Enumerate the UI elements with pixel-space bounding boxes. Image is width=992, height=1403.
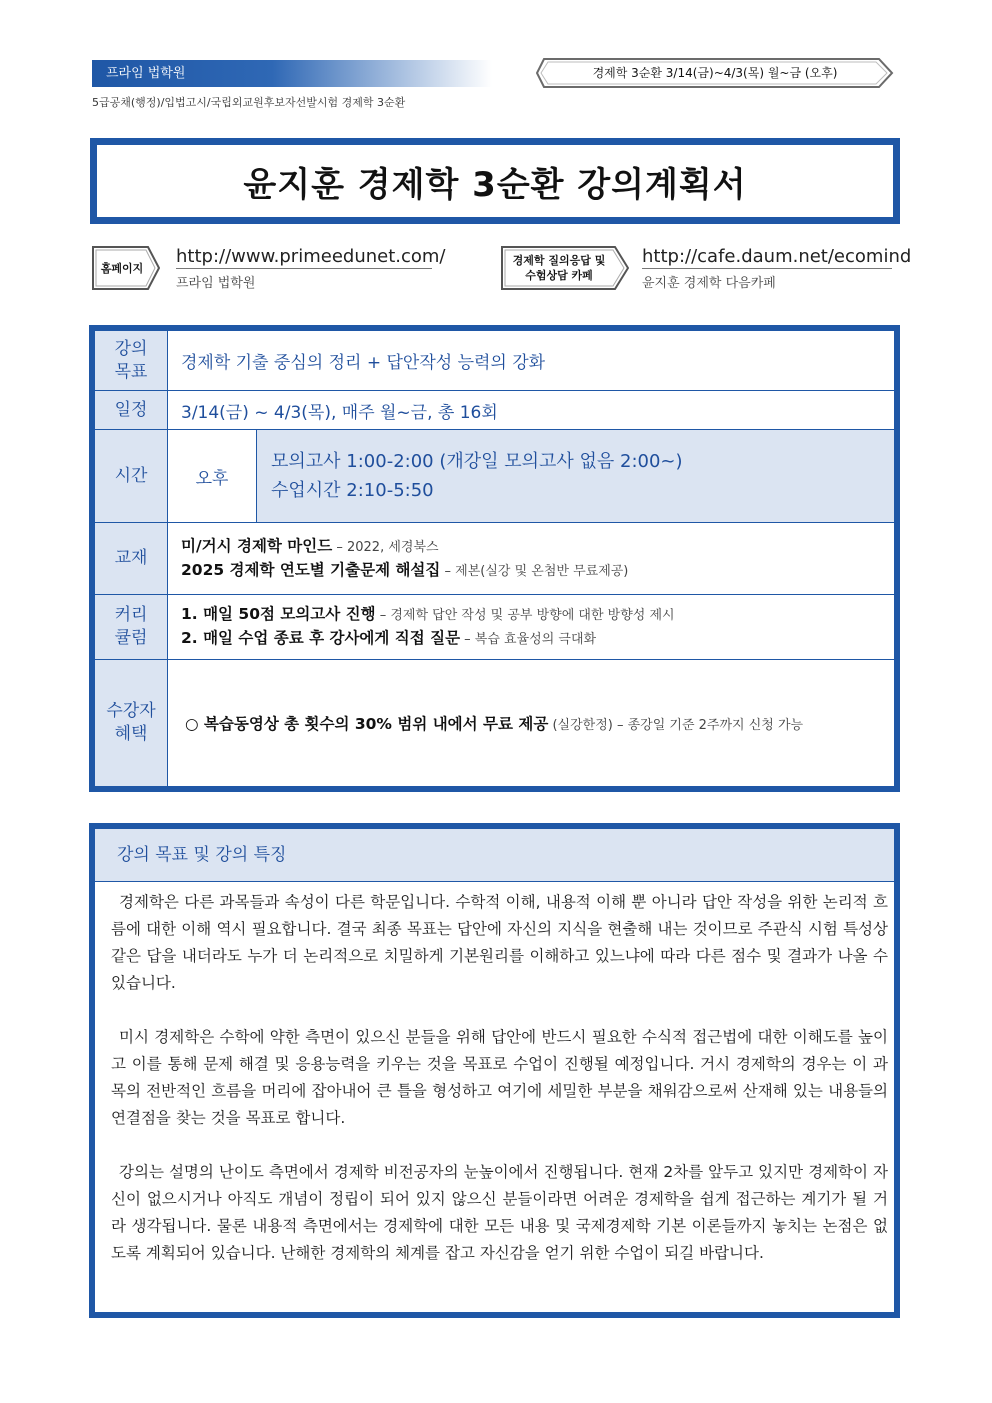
cafe-caption: 윤지훈 경제학 다음카페 <box>642 276 776 291</box>
features-section <box>89 823 900 1318</box>
academy-header-tab <box>92 60 492 87</box>
features-paragraph: 미시 경제학은 수학에 약한 측면이 있으신 분들을 위해 답안에 반드시 필요한 수식적 접근법에 대한 이해도를 높이고 이를 통해 문제 해결 및 응용능력을 키우는 것을 목표로 수업이 진행될 예정입니다. 거시 경제학의 경우는 이 과목의 전반적인 흐름을 머리에 잡아내어 큰 틀을 형성하고 여기에 세밀한 부분을 채워감으로써 산재해 있는 내용들의 연결점을 찾는 것을 목표로 합니다. <box>111 1028 888 1127</box>
curriculum-item: 2. 매일 수업 종료 후 강사에게 직접 질문 – 복습 효율성의 극대화 <box>181 629 597 647</box>
table-row-curriculum <box>95 595 894 660</box>
course-info-table <box>89 325 900 792</box>
goal-value: 경제학 기출 중심의 정리 + 답안작성 능력의 강화 <box>181 353 546 373</box>
features-body <box>111 889 888 1294</box>
curriculum-item: 1. 매일 50점 모의고사 진행 – 경제학 답안 작성 및 공부 방향에 대한 방향성 제시 <box>181 605 675 623</box>
benefit-value: ○ 복습동영상 총 횟수의 30% 범위 내에서 무료 제공 (실강한정) – 종강일 기준 2주까지 신청 가능 <box>185 715 804 733</box>
curriculum-value <box>181 595 884 659</box>
cafe-badge-label <box>501 246 617 290</box>
cafe-badge-line1: 경제학 질의응답 및 <box>512 254 606 267</box>
homepage-badge <box>92 246 160 290</box>
benefit-label: 수강자 혜택 <box>95 660 168 786</box>
textbook-label: 교재 <box>95 523 168 594</box>
schedule-tag-text: 경제학 3순환 3/14(금)~4/3(목) 월~금 (오후) <box>592 66 838 80</box>
homepage-caption: 프라임 법학원 <box>176 276 256 291</box>
time-line-exam: 모의고사 1:00-2:00 (개강일 모의고사 없음 2:00~) <box>271 451 683 472</box>
time-details <box>271 430 884 522</box>
features-heading: 강의 목표 및 강의 특징 <box>95 829 894 882</box>
table-row-textbook <box>95 523 894 595</box>
table-row-schedule <box>95 391 894 430</box>
time-label: 시간 <box>95 430 168 522</box>
goal-label: 강의 목표 <box>95 331 168 390</box>
schedule-value: 3/14(금) ~ 4/3(목), 매주 월~금, 총 16회 <box>181 402 498 423</box>
textbook-value <box>181 523 884 594</box>
time-line-class: 수업시간 2:10-5:50 <box>271 480 434 501</box>
features-paragraph: 강의는 설명의 난이도 측면에서 경제학 비전공자의 눈높이에서 진행됩니다. 현재 2차를 앞두고 있지만 경제학이 자신이 없으시거나 아직도 개념이 정립이 되어 있지 않으신 분들이라면 어려운 경제학을 쉽게 접근하는 계기가 될 거라 생각됩니다. 물론 내용적 측면에서는 경제학에 대한 모든 내용 및 국제경제학 기본 이론들까지 놓치는 논점은 없도록 계획되어 있습니다. 난해한 경제학의 체계를 잡고 자신감을 얻기 위한 수업이 되길 바랍니다. <box>111 1163 888 1262</box>
academy-name: 프라임 법학원 <box>106 66 186 81</box>
document-title: 윤지훈 경제학 3순환 강의계획서 <box>243 164 747 205</box>
document-title-box <box>90 138 900 224</box>
curriculum-label: 커리 큘럼 <box>95 595 168 659</box>
features-paragraph: 경제학은 다른 과목들과 속성이 다른 학문입니다. 수학적 이해, 내용적 이해 뿐 아니라 답안 작성을 위한 논리적 흐름에 대한 이해 역시 필요합니다. 결국 최종 목표는 답안에 자신의 지식을 현출해 내는 것이므로 주관식 시험 특성상 같은 답을 내더라도 누가 더 논리적으로 치밀하게 기본원리를 이해하고 있느냐에 따라 다른 점수 및 결과가 나올 수 있습니다. <box>111 893 888 992</box>
cafe-badge <box>501 246 629 290</box>
schedule-tag <box>536 58 894 88</box>
textbook-item: 미/거시 경제학 마인드 – 2022, 세경북스 <box>181 536 439 555</box>
textbook-item: 2025 경제학 연도별 기출문제 해설집 – 제본(실강 및 온첨반 무료제공) <box>181 560 629 579</box>
cafe-url-link[interactable]: http://cafe.daum.net/ecomind <box>642 246 912 267</box>
homepage-url-link[interactable]: http://www.primeedunet.com/ <box>176 246 446 267</box>
homepage-url-underline <box>176 268 432 269</box>
cafe-badge-line2: 수험상담 카페 <box>525 269 593 282</box>
table-row-benefit <box>95 660 894 786</box>
table-row-time <box>95 430 894 523</box>
table-row-goal <box>95 331 894 391</box>
homepage-badge-label: 홈페이지 <box>100 261 144 275</box>
cafe-url-underline <box>642 268 892 269</box>
course-subtitle: 5급공채(행정)/입법고시/국립외교원후보자선발시험 경제학 3순환 <box>92 96 406 109</box>
time-period: 오후 <box>168 430 257 522</box>
schedule-label: 일정 <box>95 391 168 429</box>
